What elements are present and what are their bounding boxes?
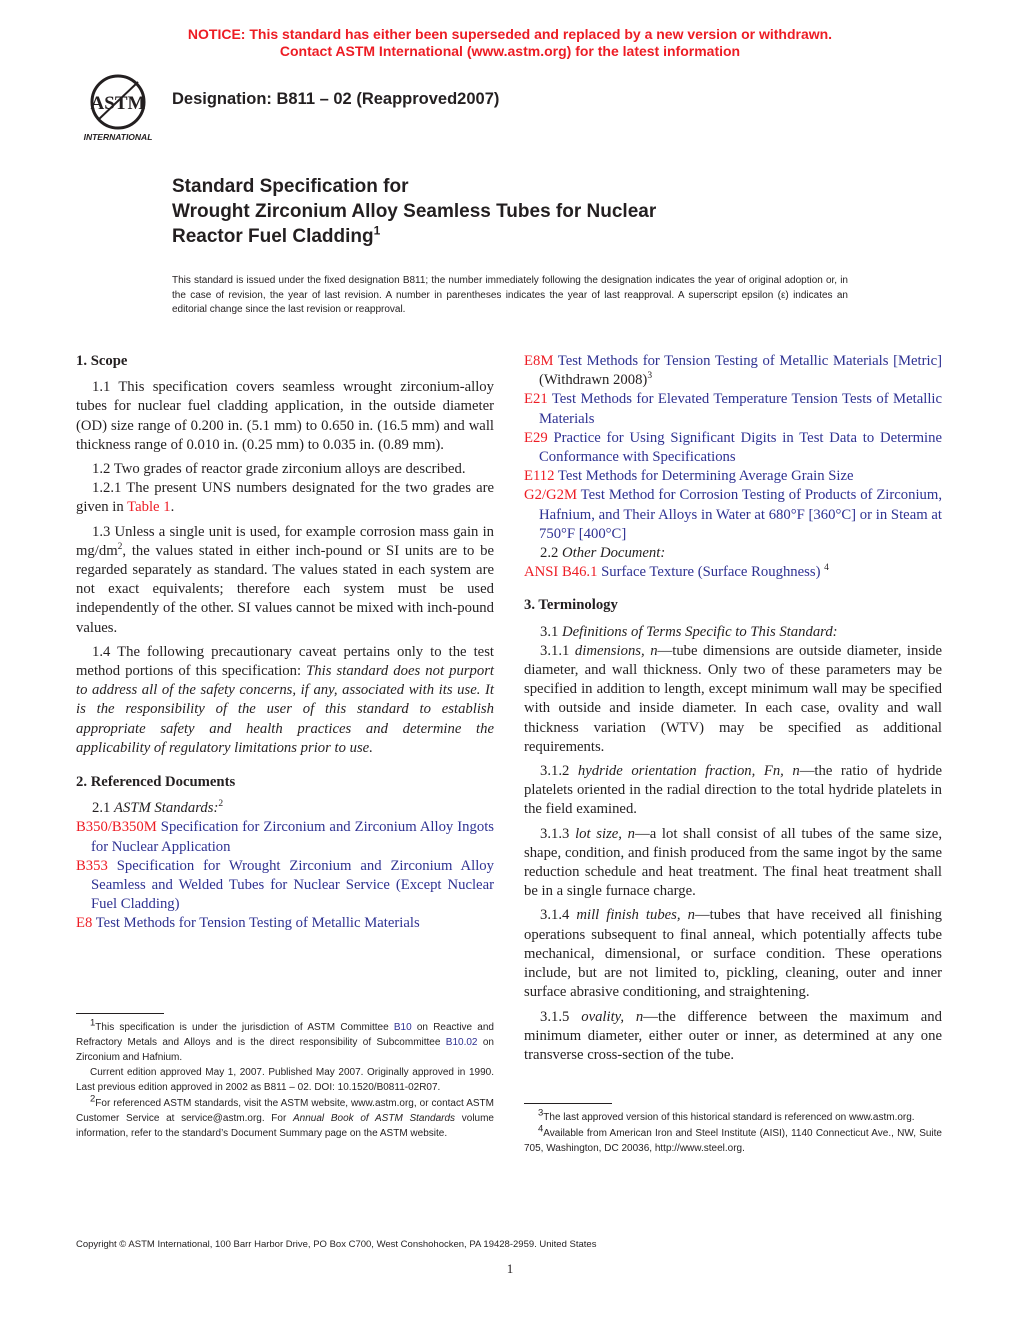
ref-sup-e8m: 3	[647, 371, 653, 382]
title-line-1: Standard Specification for	[172, 176, 409, 197]
term-lot-size: lot size, n	[575, 825, 636, 842]
term-mill-finish: mill finish tubes, n	[576, 907, 695, 924]
para-3-1-1-num: 3.1.1	[540, 642, 575, 659]
ref-title-link[interactable]: Test Methods for Tension Testing of Metallic Materials	[92, 915, 420, 932]
ref-sup-ansi: 4	[824, 563, 829, 574]
footnote-rule-right	[524, 1103, 612, 1104]
left-column	[76, 352, 494, 934]
def-dimensions: —tube dimensions are outside diameter, inside diameter, and wall thickness. Only two of these parameters may be specified in addition to length, except minimum wall may be specified with outside and inside diameter. In each case, ovality and wall thickness variation (WTV) may be specified as additional requirements.	[524, 642, 942, 755]
def-hydride: —the ratio of hydride platelets oriented in the radial direction to the total hydride platelets in the field examined.	[524, 763, 942, 818]
para-3-1-4	[524, 906, 942, 1002]
committee-b10-link[interactable]: B10	[393, 1022, 412, 1033]
ref-list-left	[76, 818, 494, 933]
ref-code-link[interactable]: B350/B350M	[76, 819, 157, 836]
ref-item-ansi	[524, 563, 942, 582]
para-1-3-sup: 2	[117, 541, 123, 552]
ref-title-e8m[interactable]: Test Methods for Tension Testing of Metallic Materials [Metric]	[553, 353, 942, 369]
ref-withdrawn-e8m: (Withdrawn 2008)	[539, 372, 648, 389]
logo-caption: INTERNATIONAL	[83, 132, 153, 142]
footnote-rule-left	[76, 1013, 164, 1014]
para-3-1-3-num: 3.1.3	[540, 825, 576, 842]
def-mill-finish: —tubes that have received all finishing operations subsequent to final anneal, which potentially affects tube mechanical, dimensional, or surface condition. These operations include, but are not limited to, pickling, cleaning, outer and inner surface abrasive conditioning, and straightening.	[524, 907, 943, 1001]
para-1-2-1	[76, 479, 494, 517]
ref-code-ansi[interactable]: ANSI B46.1	[524, 564, 598, 581]
ref-code-link[interactable]: E112	[524, 468, 555, 485]
issued-note: This standard is issued under the fixed designation B811; the number immediately following the designation indicates the year of original adoption or, in the case of revision, the year of last revision. A number in parentheses indicates the year of last reapproval. A superscript epsilon (ε) indicates an editorial change since the last revision or reapproval.	[172, 275, 848, 315]
footnote-2	[76, 1093, 494, 1141]
terminology-heading: 3. Terminology	[524, 597, 618, 614]
ref-title-link[interactable]: Test Methods for Determining Average Grain Size	[554, 468, 854, 485]
astm-logo	[76, 72, 160, 144]
page-number: 1	[506, 1261, 514, 1276]
footnote-3-mark: 3	[538, 1107, 544, 1119]
footnote-4-text: Available from American Iron and Steel Institute (AISI), 1140 Connecticut Ave., NW, Suite 705, Washington, DC 20036, http://www.steel.org.	[524, 1127, 942, 1154]
copyright: Copyright © ASTM International, 100 Barr Harbor Drive, PO Box C700, West Conshohocken, PA 19428-2959. United States	[76, 1239, 597, 1250]
term-ovality: ovality, n	[581, 1008, 644, 1025]
para-2-2	[524, 544, 942, 563]
ref-title-ansi[interactable]: Surface Texture (Surface Roughness)	[597, 564, 821, 581]
para-3-1-num: 3.1	[540, 623, 563, 640]
para-3-1-4-num: 3.1.4	[540, 907, 577, 924]
footnote-4-mark: 4	[538, 1123, 544, 1135]
para-2-1-num: 2.1	[92, 800, 115, 817]
para-1-2: 1.2 Two grades of reactor grade zirconium alloys are described.	[92, 461, 466, 478]
para-1-3	[76, 523, 494, 638]
footnote-1	[76, 1017, 494, 1065]
other-document-label: Other Document:	[562, 545, 666, 562]
para-1-4	[76, 643, 494, 758]
designation: Designation: B811 – 02 (Reapproved2007)	[172, 90, 500, 108]
ref-code-link[interactable]: B353	[76, 857, 108, 874]
def-ovality: —the difference between the maximum and minimum diameter, either outer or inner, as determined at any one transverse cross-section of the tube.	[524, 1008, 942, 1063]
para-1-1: 1.1 This specification covers seamless wrought zirconium-alloy tubes for nuclear fuel cladding application, in the outside diameter (OD) size range of 0.200 in. (5.1 mm) to 0.650 in. (16.5 mm) and wall thickness range of 0.010 in. (0.25 mm) to 0.035 in. (0.89 mm).	[76, 379, 494, 453]
ref-code-link[interactable]: E21	[524, 391, 548, 408]
subcommittee-b10-02-link[interactable]: B10.02	[445, 1036, 478, 1048]
footnotes-left	[76, 1017, 494, 1142]
para-3-1-5	[524, 1008, 942, 1066]
definitions-label: Definitions of Terms Specific to This Standard:	[562, 623, 838, 640]
ref-title-link[interactable]: Specification for Wrought Zirconium and Zirconium Alloy Seamless and Welded Tubes for Nuclear Service (Except Nuclear Fuel Cladding)	[91, 857, 494, 913]
footnote-1-edition: Current edition approved May 1, 2007. Published May 2007. Originally approved in 1990. Last previous edition approved in 2002 as B811 – 02. DOI: 10.1520/B0811-02R07.	[76, 1067, 494, 1094]
ref-item	[524, 390, 942, 428]
ref-item	[524, 467, 942, 486]
withdrawal-notice	[0, 26, 1020, 60]
footnote-4	[524, 1123, 942, 1157]
footnote-2-b: volume information, refer to the standard’s Document Summary page on the ASTM website.	[76, 1112, 494, 1139]
astm-standards-label: ASTM Standards:	[114, 800, 219, 817]
para-3-1-1	[524, 642, 942, 757]
para-1-4-a: 1.4 The following precautionary caveat pertains only to the test method portions of this specification:	[76, 643, 494, 680]
ref-item	[76, 857, 494, 915]
ref-title-link[interactable]: Practice for Using Significant Digits in Test Data to Determine Conformance with Specifications	[539, 429, 942, 466]
footnote-1-a: This specification is under the jurisdiction of ASTM Committee	[95, 1022, 394, 1033]
right-column	[524, 352, 942, 1070]
para-2-1-sup: 2	[218, 799, 224, 810]
safety-caveat: This standard does not purport to address all of the safety concerns, if any, associated with its use. It is the responsibility of the user of this standard to establish appropriate safety and health practices and determine the applicability of regulatory limitations prior to use.	[76, 663, 494, 756]
ref-item-e8m	[524, 352, 942, 390]
para-2-1	[76, 799, 494, 818]
para-1-2-1-end: .	[170, 499, 175, 516]
notice-line-2: Contact ASTM International (www.astm.org) for the latest information	[279, 43, 741, 59]
def-lot-size: —a lot shall consist of all tubes of the same size, shape, condition, and finish produced from the same ingot by the same reduction schedule and heat treatment. The final heat treatment shall be in a single furnace charge.	[524, 825, 942, 900]
ref-item	[524, 486, 942, 544]
para-3-1	[524, 623, 942, 642]
ref-code-link[interactable]: E29	[524, 429, 548, 446]
scope-heading: 1. Scope	[76, 353, 128, 369]
para-3-1-2	[524, 762, 942, 820]
document-title	[172, 174, 812, 249]
term-hydride: hydride orientation fraction, Fn, n	[577, 763, 800, 780]
ref-item	[524, 429, 942, 467]
footnotes-right	[524, 1107, 942, 1157]
footnote-3-text: The last approved version of this historical standard is referenced on www.astm.org.	[543, 1112, 915, 1123]
para-3-1-2-num: 3.1.2	[540, 763, 578, 780]
ref-title-link[interactable]: Test Method for Corrosion Testing of Products of Zirconium, Hafnium, and Their Alloys in Water at 680°F [360°C] or in Steam at 750°F [400°C]	[539, 487, 942, 542]
footnote-2-italic: Annual Book of ASTM Standards	[293, 1112, 456, 1124]
para-3-1-5-num: 3.1.5	[540, 1008, 582, 1025]
title-footnote-mark: 1	[373, 223, 381, 238]
para-1-2-1-text: 1.2.1 The present UNS numbers designated for the two grades are given in	[76, 480, 494, 516]
footnote-2-mark: 2	[90, 1093, 96, 1105]
notice-line-1: NOTICE: This standard has either been superseded and replaced by a new version or withdrawn.	[187, 26, 833, 42]
footnote-3	[524, 1107, 942, 1126]
ref-code-link[interactable]: G2/G2M	[524, 487, 578, 504]
ref-title-link[interactable]: Specification for Zirconium and Zirconium Alloy Ingots for Nuclear Application	[91, 819, 494, 855]
refdocs-heading: 2. Referenced Documents	[76, 774, 236, 791]
ref-item	[76, 914, 494, 933]
table-1-link[interactable]: Table 1	[127, 499, 171, 516]
term-dimensions: dimensions, n	[574, 642, 658, 659]
title-line-3: Reactor Fuel Cladding	[172, 226, 374, 247]
footnote-2-a: For referenced ASTM standards, visit the ASTM website, www.astm.org, or contact ASTM Customer Service at service@astm.org. For	[76, 1097, 494, 1124]
para-1-3-b: , the values stated in either inch-pound or SI units are to be regarded separately as standard. The values stated in each system are not exact equivalents; therefore each system must be used independently of the other. SI values cannot be mixed with inch-pound values.	[76, 542, 494, 636]
ref-code-link[interactable]: E8	[76, 915, 93, 932]
ref-title-link[interactable]: Test Methods for Elevated Temperature Tension Tests of Metallic Materials	[539, 391, 942, 427]
ref-list-right	[524, 390, 942, 544]
footnote-1-mark: 1	[90, 1017, 96, 1029]
title-line-2: Wrought Zirconium Alloy Seamless Tubes for Nuclear	[172, 201, 657, 222]
footnote-1-c: on Zirconium and Hafnium.	[76, 1036, 494, 1063]
logo-mark: ASTM	[90, 93, 146, 114]
ref-item	[76, 818, 494, 856]
para-1-3-a: 1.3 Unless a single unit is used, for example corrosion mass gain in mg/dm	[76, 523, 494, 559]
footnote-1-b: on Reactive and Refractory Metals and Alloys and is the direct responsibility of Subcommittee	[76, 1022, 494, 1048]
para-2-2-num: 2.2	[540, 545, 563, 562]
ref-code-e8m[interactable]: E8M	[524, 353, 554, 369]
para-3-1-3	[524, 825, 942, 902]
